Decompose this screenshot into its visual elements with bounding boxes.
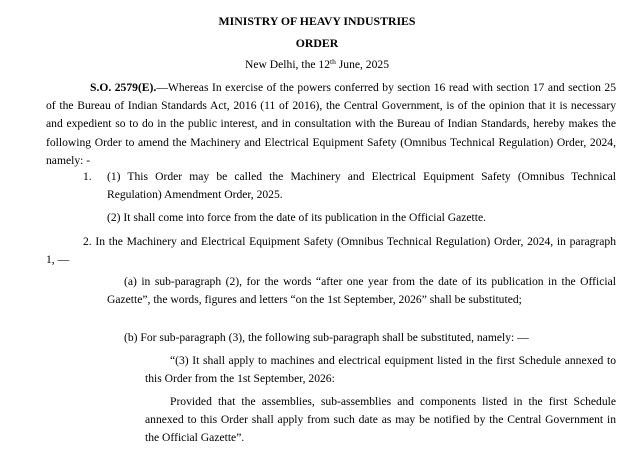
so-number: S.O. 2579(E). <box>90 81 157 94</box>
order-heading: ORDER <box>295 36 339 50</box>
clause-1-number: 1. <box>83 170 92 183</box>
clause-2: 2. In the Machinery and Electrical Equipment Safety (Omnibus Technical Regulation) Order, 2024, in paragraph 1, — <box>46 235 616 267</box>
intro-paragraph <box>46 79 616 170</box>
date-prefix: New Delhi, the 12 <box>245 58 331 71</box>
sub-paragraph-3-quote: “(3) It shall apply to machines and electrical equipment listed in the first Schedule annexed to this Order from the 1st September, 2026: <box>145 354 616 386</box>
date-superscript: th <box>330 57 336 66</box>
dateline <box>0 56 634 74</box>
clause-2-item-b: (b) For sub-paragraph (3), the following sub-paragraph shall be substituted, namely: — <box>124 331 529 344</box>
clause-2-item-a: (a) in sub-paragraph (2), for the words “after one year from the date of its publication in the Official Gazette”, the words, figures and letters “on the 1st September, 2026” shall be substituted; <box>107 275 616 307</box>
intro-text: —Whereas In exercise of the powers conferred by section 16 read with section 17 and section 25 of the Bureau of Indian Standards Act, 2016 (11 of 2016), the Central Government, is of the opinion that it is necessary and expedient so to do in the public interest, and in consultation with the Bureau of Indian Standards, hereby makes the following Order to amend the Machinery and Electrical Equipment Safety (Omnibus Technical Regulation) Order, 2024, namely: - <box>46 81 617 167</box>
clause-1-sub-1 <box>83 168 616 204</box>
clause-1-sub-1-text: (1) This Order may be called the Machinery and Electrical Equipment Safety (Omnibus Technical Regulation) Amendment Order, 2025. <box>107 170 616 202</box>
date-suffix: June, 2025 <box>335 58 389 71</box>
ministry-heading: MINISTRY OF HEAVY INDUSTRIES <box>218 14 416 28</box>
proviso-paragraph: Provided that the assemblies, sub-assemblies and components listed in the first Schedule annexed to this Order shall apply from such date as may be notified by the Central Government in the Official Gazette”. <box>145 395 616 445</box>
clause-1-sub-2: (2) It shall come into force from the date of its publication in the Official Gazette. <box>107 211 487 224</box>
